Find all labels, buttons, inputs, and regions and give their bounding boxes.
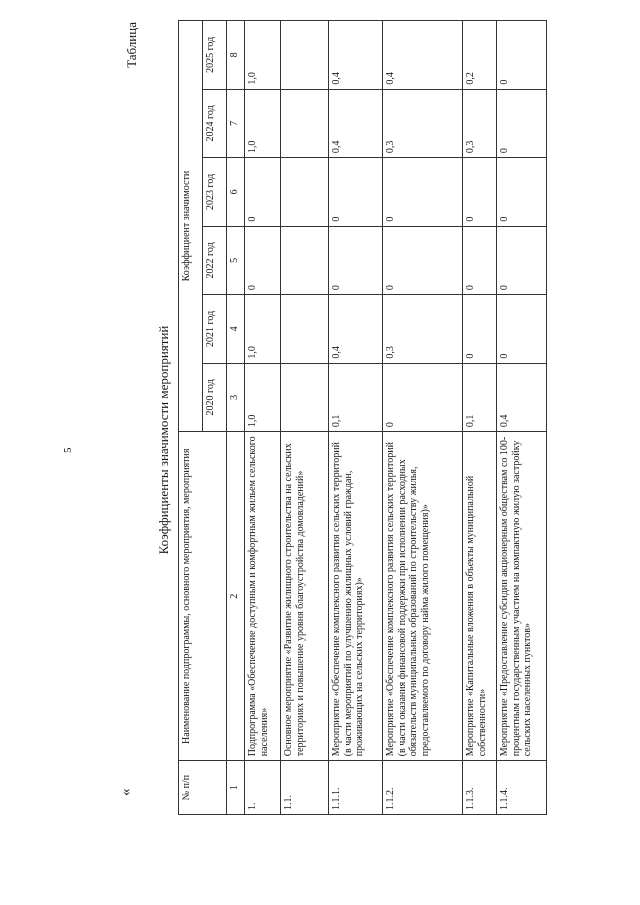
header-year: 2025 год xyxy=(203,21,227,90)
coefficient-value: 0 xyxy=(497,226,547,295)
row-name: Мероприятие «Предоставление субсидии акционерным обществам со 100-процентным государственным участием на компактную жилую застройку сельских населенных пунктов» xyxy=(497,432,547,761)
header-year: 2024 год xyxy=(203,89,227,158)
coefficient-value: 0 xyxy=(463,158,497,227)
table-caption: Таблица xyxy=(124,22,139,68)
header-year: 2020 год xyxy=(203,363,227,432)
coefficient-value: 0 xyxy=(497,158,547,227)
row-number: 1.1.1. xyxy=(329,761,383,815)
header-year: 2021 год xyxy=(203,295,227,364)
header-year: 2023 год xyxy=(203,158,227,227)
coefficient-value: 0,2 xyxy=(463,21,497,90)
row-number: 1.1. xyxy=(281,761,329,815)
coefficient-value xyxy=(281,295,329,364)
coefficient-value: 0,4 xyxy=(383,21,463,90)
row-name: Мероприятие «Обеспечение комплексного развития сельских территорий (в части мероприятий по улучшению жилищных условий граждан, проживающих на сельских территориях)» xyxy=(329,432,383,761)
row-number: 1.1.2. xyxy=(383,761,463,815)
coefficient-value: 0,4 xyxy=(329,21,383,90)
coefficient-value: 0 xyxy=(329,226,383,295)
coefficient-value: 0,3 xyxy=(463,89,497,158)
coefficient-value: 0 xyxy=(463,295,497,364)
column-number: 1 xyxy=(227,761,245,815)
coefficient-value: 0,4 xyxy=(329,295,383,364)
header-coefficient-group: Коэффициент значимости xyxy=(179,21,203,432)
coefficient-value: 0 xyxy=(245,158,281,227)
coefficient-value: 0 xyxy=(463,226,497,295)
coefficient-value: 0 xyxy=(383,158,463,227)
coefficient-value: 0 xyxy=(245,226,281,295)
coefficient-value: 0,3 xyxy=(383,89,463,158)
coefficient-value: 1,0 xyxy=(245,21,281,90)
coefficient-value: 1,0 xyxy=(245,363,281,432)
coefficient-value: 0 xyxy=(329,158,383,227)
header-year: 2022 год xyxy=(203,226,227,295)
coefficient-value: 0,4 xyxy=(497,363,547,432)
table-row xyxy=(383,21,463,815)
coefficient-value: 0,1 xyxy=(329,363,383,432)
rotated-page-content xyxy=(122,10,572,870)
coefficient-value xyxy=(281,226,329,295)
row-name: Мероприятие «Капитальные вложения в объекты муниципальной собственности» xyxy=(463,432,497,761)
column-number: 5 xyxy=(227,226,245,295)
coefficient-value: 0 xyxy=(383,363,463,432)
page-number: 5 xyxy=(62,447,74,453)
header-row-number: № п/п xyxy=(179,761,227,815)
table-row xyxy=(463,21,497,815)
row-name: Мероприятие «Обеспечение комплексного развития сельских территорий (в части оказания финансовой поддержки при исполнении расходных обязательств муниципальных образований по строительству жилья, предоставляемого по договору найма жилого помещения)» xyxy=(383,432,463,761)
column-number: 8 xyxy=(227,21,245,90)
row-number: 1. xyxy=(245,761,281,815)
row-number: 1.1.3. xyxy=(463,761,497,815)
coefficient-value: 1,0 xyxy=(245,89,281,158)
coefficient-value: 0 xyxy=(497,21,547,90)
column-number: 7 xyxy=(227,89,245,158)
table-row xyxy=(497,21,547,815)
row-name: Основное мероприятие «Развитие жилищного строительства на сельских территориях и повышение уровня благоустройства домовладений» xyxy=(281,432,329,761)
document-title: Коэффициенты значимости мероприятий xyxy=(156,325,171,555)
coefficient-value: 0,4 xyxy=(329,89,383,158)
table-row xyxy=(281,21,329,815)
column-number: 4 xyxy=(227,295,245,364)
coefficient-value: 0 xyxy=(497,295,547,364)
column-number: 2 xyxy=(227,432,245,761)
coefficient-value xyxy=(281,363,329,432)
table-row xyxy=(329,21,383,815)
coefficient-value: 0 xyxy=(497,89,547,158)
coefficient-value xyxy=(281,21,329,90)
coefficient-value xyxy=(281,158,329,227)
coefficient-value: 0 xyxy=(383,226,463,295)
row-name: Подпрограмма «Обеспечение доступным и комфортным жильем сельского населения» xyxy=(245,432,281,761)
coefficient-value: 1,0 xyxy=(245,295,281,364)
header-name: Наименование подпрограммы, основного мероприятия, мероприятия xyxy=(179,432,227,761)
table-row xyxy=(245,21,281,815)
column-number: 3 xyxy=(227,363,245,432)
opening-quote-mark: « xyxy=(118,788,134,796)
coefficient-value xyxy=(281,89,329,158)
coefficients-table xyxy=(178,20,547,815)
coefficient-value: 0,3 xyxy=(383,295,463,364)
coefficient-value: 0,1 xyxy=(463,363,497,432)
column-number: 6 xyxy=(227,158,245,227)
row-number: 1.1.4. xyxy=(497,761,547,815)
